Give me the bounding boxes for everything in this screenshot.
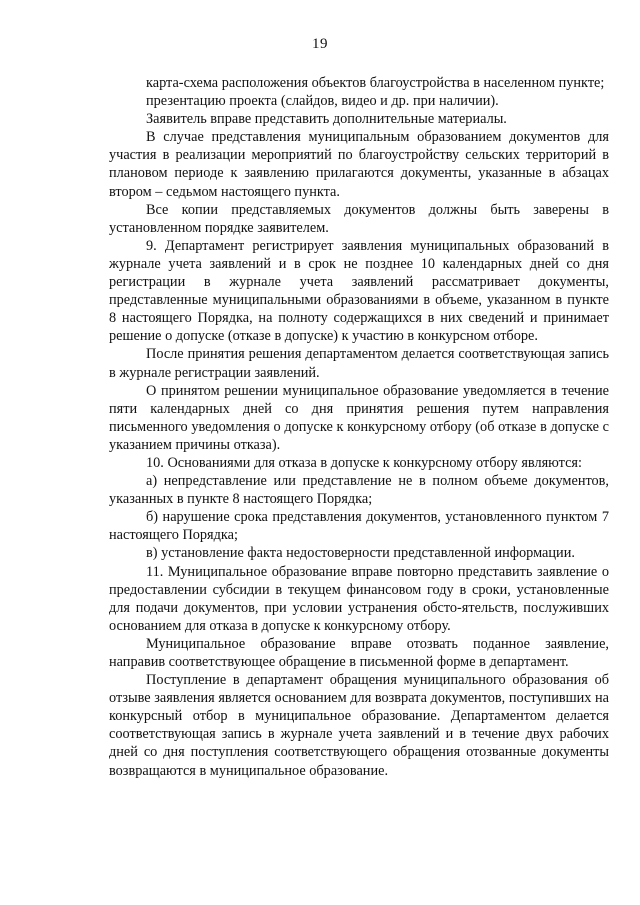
paragraph-12: в) установление факта недостоверности представленной информации. — [146, 545, 575, 562]
paragraph-1: карта-схема расположения объектов благоустройства в населенном пункте; — [146, 75, 605, 91]
paragraph-10: а) непредставление или представление не в полном объеме документов, указанных в пункте 8 настоящего Порядка; — [109, 473, 609, 508]
paragraph-13: 11. Муниципальное образование вправе повторно представить заявление о предоставлении субсидии в текущем финансовом году в сроки, установленные для подачи документов, при условии устранения обсто-ятельств, послуживших основанием для отказа в допуске к конкурсному отбору. — [109, 563, 609, 634]
page-number: 19 — [312, 36, 328, 52]
paragraph-14: Муниципальное образование вправе отозвать поданное заявление, направив соответствующее обращение в письменной форме в департамент. — [109, 635, 609, 670]
paragraph-15: Поступление в департамент обращения муниципального образования об отзыве заявления является основанием для возврата документов, поступивших на конкурсный отбор в муниципальное образование. Департаментом делается соответствующая запись в журнале учета заявлений и в течение двух рабочих дней со дня поступления соответствующего обращения отозванные документы возвращаются в муниципальное образование. — [109, 672, 609, 779]
paragraph-4: В случае представления муниципальным образованием документов для участия в реализации мероприятий по благоустройству сельских территорий в плановом периоде к заявлению прилагаются документы, указанные в абзацах втором – седьмом настоящего пункта. — [109, 129, 609, 200]
document-body — [109, 74, 609, 780]
paragraph-9: 10. Основаниями для отказа в допуске к конкурсному отбору являются: — [146, 454, 582, 471]
paragraph-11: б) нарушение срока представления документов, установленного пунктом 7 настоящего Порядка; — [109, 509, 609, 544]
paragraph-2: презентацию проекта (слайдов, видео и др. при наличии). — [146, 93, 499, 110]
paragraph-8: О принятом решении муниципальное образование уведомляется в течение пяти календарных дней со дня принятия решения путем направления письменного уведомления о допуске к конкурсному отбору (об отказе в допуске с указанием причины отказа). — [109, 382, 609, 453]
paragraph-3: Заявитель вправе представить дополнительные материалы. — [146, 111, 507, 128]
paragraph-7: После принятия решения департаментом делается соответствующая запись в журнале регистрации заявлений. — [109, 346, 609, 381]
paragraph-6: 9. Департамент регистрирует заявления муниципальных образований в журнале учета заявлений и в срок не позднее 10 календарных дней со дня регистрации в журнале учета заявлений рассматривает документы, представленные муниципальными образованиями в объеме, указанном в пункте 8 настоящего Порядка, на полноту содержащихся в них сведений и принимает решение о допуске (отказе в допуске) к участию в конкурсном отборе. — [109, 237, 609, 345]
paragraph-5: Все копии представляемых документов должны быть заверены в установленном порядке заявителем. — [109, 201, 609, 236]
